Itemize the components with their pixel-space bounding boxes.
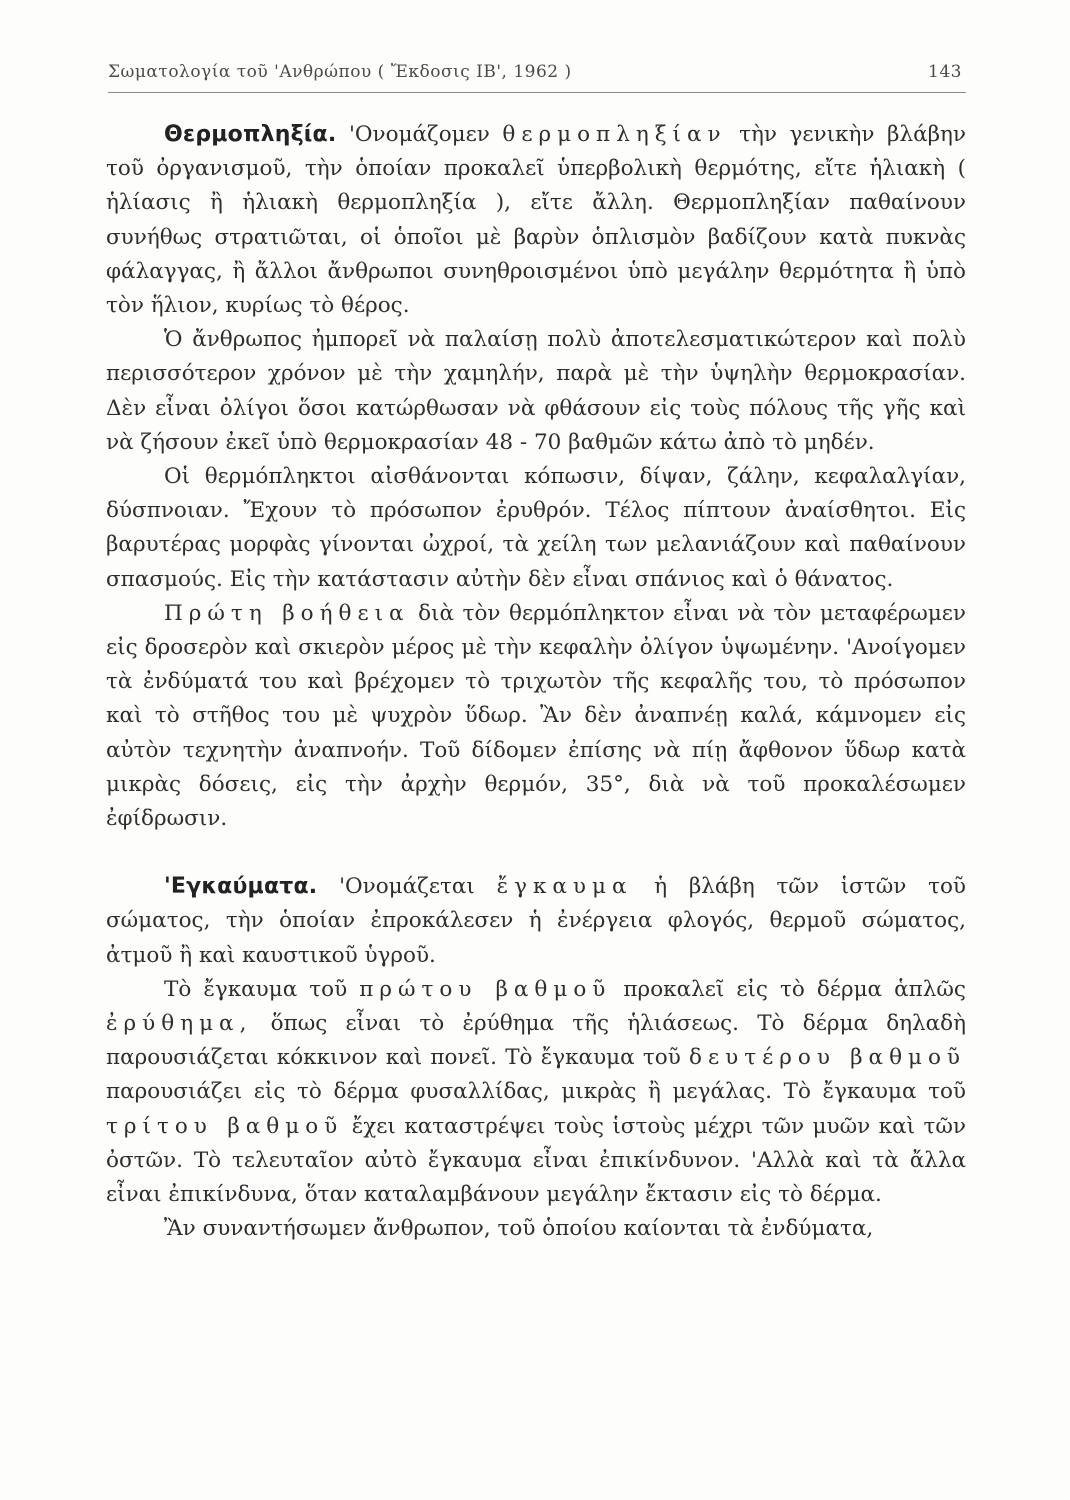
- paragraph: Ὁ ἄνθρωπος ἠμπορεῖ νὰ παλαίσῃ πολὺ ἀποτελεσματικώτερον καὶ πολὺ περισσότερον χρόνον μὲ τὴν χαμηλήν, παρὰ μὲ τὴν ὑψηλὴν θερμοκρασίαν. Δὲν εἶναι ὀλίγοι ὅσοι κατώρθωσαν νὰ φθάσουν εἰς τοὺς πόλους τῆς γῆς καὶ νὰ ζήσουν ἐκεῖ ὑπὸ θερμοκρασίαν 48 - 70 βαθμῶν κάτω ἀπὸ τὸ μηδέν.: [106, 327, 966, 455]
- section-gap: [106, 836, 966, 870]
- spaced-term: δευτέρου βαθμοῦ: [689, 1045, 967, 1071]
- paragraph-burn-degrees: [106, 973, 966, 1212]
- text-span: διὰ τὸν θερμόπληκτον εἶναι νὰ τὸν μεταφέρωμεν εἰς δροσερὸν καὶ σκιερὸν μέρος μὲ τὴν κεφαλὴν ὀλίγον ὑψωμένην. 'Ανοίγομεν τὰ ἐνδύματά του καὶ βρέχομεν τὸ τριχωτὸν τῆς κεφαλῆς του, τὸ πρόσωπον καὶ τὸ στῆθος του μὲ ψυχρὸν ὕδωρ. Ἂν δὲν ἀναπνέῃ καλά, κάμνομεν εἰς αὐτὸν τεχνητὴν ἀναπνοήν. Τοῦ δίδομεν ἐπίσης νὰ πίῃ ἄφθονον ὕδωρ κατὰ μικρὰς δόσεις, εἰς τὴν ἀρχὴν θερμόν, 35°, διὰ νὰ τοῦ προκαλέσωμεν ἐφίδρωσιν.: [106, 600, 966, 832]
- paragraph: Ἂν συναντήσωμεν ἄνθρωπον, τοῦ ὁποίου καίονται τὰ ἐνδύματα,: [164, 1216, 874, 1242]
- spaced-term: ἔγκαυμα: [496, 874, 633, 900]
- running-head-title: Σωματολογία τοῦ 'Ανθρώπου ( Ἔκδοσις ΙΒ', 1962 ): [108, 62, 572, 82]
- body-text: [106, 118, 966, 1247]
- paragraph-first-aid: [106, 597, 966, 836]
- paragraph: Οἱ θερμόπληκτοι αἰσθάνονται κόπωσιν, δίψαν, ζάλην, κεφαλαλγίαν, δύσπνοιαν. Ἔχουν τὸ πρόσωπον ἐρυθρόν. Τέλος πίπτουν ἀναίσθητοι. Εἰς βαρυτέρας μορφὰς γίνονται ὠχροί, τὰ χείλη των μελανιάζουν καὶ παθαίνουν σπασμούς. Εἰς τὴν κατάστασιν αὐτὴν δὲν εἶναι σπάνιος καὶ ὁ θάνατος.: [106, 464, 966, 592]
- section-heading-burns: 'Εγκαύματα.: [164, 874, 318, 900]
- text-span: τὴν γενικὴν βλάβην τοῦ ὀργανισμοῦ, τὴν ὁποίαν προκαλεῖ ὑπερβολικὴ θερμότης, εἴτε ἡλιακὴ ( ἡλίασις ἢ ἡλιακὴ θερμοπληξία ), εἴτε ἄλλη. Θερμοπληξίαν παθαίνουν συνήθως στρατιῶται, οἱ ὁποῖοι μὲ βαρὺν ὁπλισμὸν βαδίζουν κατὰ πυκνὰς φάλαγγας, ἢ ἄλλοι ἄνθρωποι συνηθροισμένοι ὑπὸ μεγάλην θερμότητα ἢ ὑπὸ τὸν ἥλιον, κυρίως τὸ θέρος.: [106, 122, 966, 319]
- header-rule: [108, 92, 966, 93]
- text-span: ὅπως εἶναι τὸ ἐρύθημα τῆς ἡλιάσεως. Τὸ δέρμα δηλαδὴ παρουσιάζεται κόκκινον καὶ πονεῖ. Τὸ ἔγκαυμα τοῦ: [106, 1011, 966, 1071]
- spaced-term: πρώτου βαθμοῦ: [359, 976, 612, 1002]
- section-heading-heatstroke: Θερμοπληξία.: [164, 122, 337, 147]
- text-span: ἔχει καταστρέψει τοὺς ἱστοὺς μέχρι τῶν μυῶν καὶ τῶν ὀστῶν. Τὸ τελευταῖον αὐτὸ ἔγκαυμα εἶναι ἐπικίνδυνον. 'Αλλὰ καὶ τὰ ἄλλα εἶναι ἐπικίνδυνα, ὅταν καταλαμβάνουν μεγάλην ἔκτασιν εἰς τὸ δέρμα.: [106, 1113, 966, 1208]
- spaced-term: Πρώτη βοήθεια: [164, 600, 410, 626]
- running-head: [108, 62, 966, 90]
- text-span: προκαλεῖ εἰς τὸ δέρμα ἁπλῶς: [623, 976, 966, 1002]
- text-span: παρουσιάζει εἰς τὸ δέρμα φυσαλλίδας, μικρὰς ἢ μεγάλας. Τὸ ἔγκαυμα τοῦ: [106, 1079, 966, 1105]
- text-span: Τὸ ἔγκαυμα τοῦ: [164, 976, 348, 1002]
- paragraph-burns-definition: [106, 870, 966, 973]
- spaced-term: ἐρύθημα,: [106, 1011, 253, 1037]
- spaced-term: θερμοπληξίαν: [502, 122, 727, 147]
- text-span: 'Ονομάζομεν: [349, 122, 490, 147]
- page-number: 143: [928, 62, 962, 82]
- spaced-term: τρίτου βαθμοῦ: [106, 1113, 344, 1139]
- paragraph-heatstroke-definition: [106, 118, 966, 323]
- text-span: ἡ βλάβη τῶν ἱστῶν τοῦ σώματος, τὴν ὁποίαν ἐπροκάλεσεν ἡ ἐνέργεια φλογός, θερμοῦ σώματος, ἀτμοῦ ἢ καὶ καυστικοῦ ὑγροῦ.: [106, 874, 966, 968]
- text-span: 'Ονομάζεται: [339, 874, 475, 900]
